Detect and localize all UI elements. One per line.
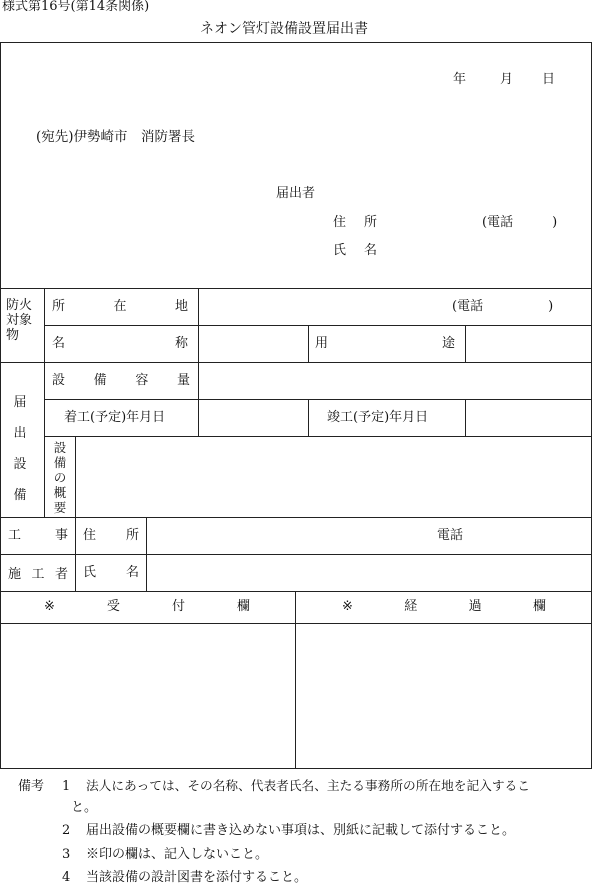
notifier-name-label-1: 氏 (333, 243, 347, 258)
finish-date-label: 竣工(予定)年月日 (327, 410, 429, 425)
capacity-label: 設 備 容 量 (52, 373, 190, 388)
use-label: 用 途 (315, 336, 455, 351)
contractor-name-label: 氏 名 (83, 565, 139, 580)
date-day-label: 日 (542, 72, 556, 87)
document-title: ネオン管灯設備設置届出書 (200, 21, 368, 37)
addressee: (宛先)伊勢崎市 消防署長 (36, 129, 196, 145)
notifier-label: 届出者 (276, 186, 316, 201)
note-4-number: 4 (62, 870, 71, 885)
location-label: 所 在 地 (52, 299, 188, 314)
notifier-name-label-2: 名 (364, 243, 378, 258)
progress-column-label: ※ 経 過 欄 (342, 599, 546, 614)
fire-target-section-label: 防火 対象 物 (6, 298, 33, 343)
notes-heading: 備考 (18, 779, 45, 794)
note-4-text: 当該設備の設計図書を添付すること。 (86, 870, 308, 885)
note-1-number: 1 (62, 779, 71, 794)
note-3-number: 3 (62, 847, 71, 862)
note-1-text-continued: と。 (71, 800, 98, 815)
notifier-address-label-1: 住 (333, 215, 347, 230)
contractor-label-top: 工 事 (8, 528, 68, 543)
note-2-number: 2 (62, 823, 71, 838)
contractor-address-label: 住 所 (83, 528, 139, 543)
target-name-label: 名 称 (52, 336, 188, 351)
notifier-address-label-2: 所 (364, 215, 378, 230)
receipt-column-label: ※ 受 付 欄 (44, 599, 250, 614)
note-3-text: ※印の欄は、記入しないこと。 (86, 847, 269, 862)
date-year-label: 年 (453, 72, 467, 87)
contractor-phone-label: 電話 (437, 528, 464, 543)
date-month-label: 月 (500, 72, 514, 87)
notifier-phone-label: (電話 ) (482, 215, 558, 230)
contractor-label-bottom: 施 工 者 (8, 567, 68, 582)
form-frame (0, 42, 592, 769)
equipment-section-label: 届 出 設 備 (13, 395, 27, 503)
location-phone: (電話 ) (452, 299, 554, 314)
start-date-label: 着工(予定)年月日 (64, 410, 166, 425)
note-1-text: 法人にあっては、その名称、代表者氏名、主たる事務所の所在地を記入するこ (86, 778, 530, 793)
note-2-text: 届出設備の概要欄に書き込めない事項は、別紙に記載して添付すること。 (86, 823, 516, 838)
form-number: 様式第16号(第14条関係) (2, 0, 150, 14)
overview-label: 設 備 の 概 要 (53, 440, 67, 515)
